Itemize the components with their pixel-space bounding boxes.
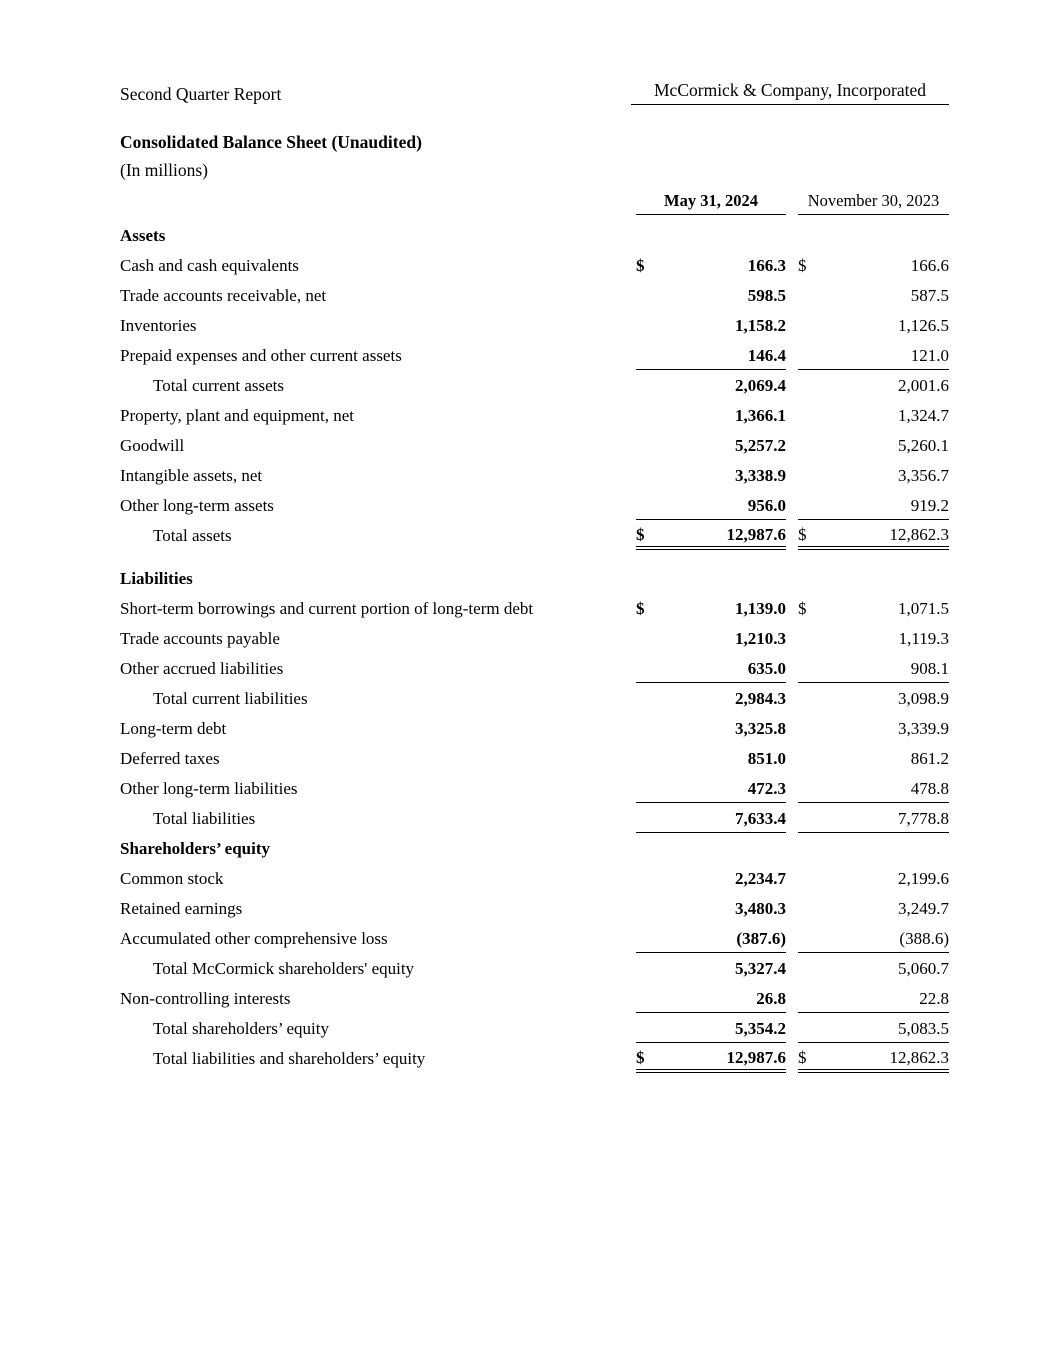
row-label: Accumulated other comprehensive loss (120, 929, 388, 948)
table-row (120, 400, 949, 430)
value-cell (798, 803, 949, 833)
row-value: 3,325.8 (735, 719, 786, 738)
column-gap (786, 563, 798, 593)
row-label: Inventories (120, 316, 197, 335)
table-row (120, 923, 949, 953)
row-value: 2,984.3 (735, 689, 786, 708)
row-label: Liabilities (120, 569, 193, 588)
row-value: 919.2 (910, 496, 949, 515)
dollar-sign: $ (798, 525, 807, 544)
row-value: 2,069.4 (735, 376, 786, 395)
value-cell (798, 340, 949, 370)
row-value: 3,338.9 (735, 466, 786, 485)
value-cell (798, 280, 949, 310)
row-label: Cash and cash equivalents (120, 256, 299, 275)
value-cell (636, 593, 786, 623)
row-value: 598.5 (747, 286, 786, 305)
table-row (120, 773, 949, 803)
column-gap (786, 983, 798, 1013)
value-cell (798, 683, 949, 713)
balance-sheet-page (120, 80, 949, 1073)
value-cell (636, 983, 786, 1013)
row-value: 472.3 (747, 779, 786, 798)
row-label: Other long-term liabilities (120, 779, 298, 798)
column-gap (786, 310, 798, 340)
column-gap (786, 923, 798, 953)
value-cell (798, 250, 949, 280)
row-value: 22.8 (919, 989, 949, 1008)
value-cell (798, 923, 949, 953)
table-row (120, 863, 949, 893)
row-value: 5,260.1 (898, 436, 949, 455)
report-title: Consolidated Balance Sheet (Unaudited) (120, 132, 422, 152)
value-cell (798, 520, 949, 550)
row-label: Deferred taxes (120, 749, 220, 768)
row-label: Property, plant and equipment, net (120, 406, 355, 425)
row-label: Total current assets (153, 376, 284, 395)
value-cell (798, 863, 949, 893)
dollar-sign: $ (636, 1048, 645, 1067)
table-row (120, 653, 949, 683)
value-cell (636, 923, 786, 953)
column-gap (786, 490, 798, 520)
row-value: 3,480.3 (735, 899, 786, 918)
column-gap (786, 773, 798, 803)
row-label: Common stock (120, 869, 224, 888)
column-header-spacer (120, 191, 636, 215)
row-value: (387.6) (736, 929, 786, 948)
row-value: 2,199.6 (898, 869, 949, 888)
row-value: 12,987.6 (726, 1048, 786, 1067)
row-label: Total shareholders’ equity (153, 1019, 329, 1038)
value-cell (636, 953, 786, 983)
header-left-text: Second Quarter Report (120, 84, 282, 104)
table-row (120, 1013, 949, 1043)
value-cell (636, 803, 786, 833)
table-row (120, 340, 949, 370)
value-cell (636, 893, 786, 923)
table-row (120, 490, 949, 520)
row-value: 5,257.2 (735, 436, 786, 455)
value-cell (636, 563, 786, 593)
column-gap (786, 893, 798, 923)
column-gap (786, 250, 798, 280)
value-cell (636, 490, 786, 520)
column-header-prior-period: November 30, 2023 (798, 191, 949, 215)
value-cell (798, 593, 949, 623)
row-label: Goodwill (120, 436, 185, 455)
row-value: 166.6 (910, 256, 949, 275)
value-cell (636, 1013, 786, 1043)
row-value: 478.8 (910, 779, 949, 798)
row-value: 3,339.9 (898, 719, 949, 738)
row-value: 5,327.4 (735, 959, 786, 978)
value-cell (636, 280, 786, 310)
table-row (120, 893, 949, 923)
row-value: (388.6) (899, 929, 949, 948)
table-row (120, 280, 949, 310)
column-gap (786, 743, 798, 773)
column-gap (786, 863, 798, 893)
value-cell (798, 370, 949, 400)
value-cell (798, 773, 949, 803)
table-row (120, 743, 949, 773)
value-cell (636, 863, 786, 893)
value-cell (798, 713, 949, 743)
column-gap (786, 1043, 798, 1073)
value-cell (798, 953, 949, 983)
value-cell (636, 310, 786, 340)
column-gap (786, 220, 798, 250)
row-value: 2,001.6 (898, 376, 949, 395)
row-value: 1,366.1 (735, 406, 786, 425)
table-row (120, 370, 949, 400)
column-header-current-period: May 31, 2024 (636, 191, 786, 215)
table-row (120, 310, 949, 340)
value-cell (636, 430, 786, 460)
row-label: Shareholders’ equity (120, 839, 271, 858)
table-row (120, 1043, 949, 1073)
section-header-row (120, 833, 949, 863)
row-label: Short-term borrowings and current portion of long-term debt (120, 599, 534, 618)
value-cell (636, 1043, 786, 1073)
value-cell (636, 683, 786, 713)
value-cell (798, 430, 949, 460)
row-value: 5,060.7 (898, 959, 949, 978)
column-gap (786, 430, 798, 460)
row-label: Total liabilities (153, 809, 256, 828)
row-value: 1,210.3 (735, 629, 786, 648)
row-label: Other accrued liabilities (120, 659, 284, 678)
row-label: Total assets (153, 526, 232, 545)
table-row (120, 593, 949, 623)
dollar-sign: $ (798, 256, 807, 275)
value-cell (636, 653, 786, 683)
row-label: Trade accounts receivable, net (120, 286, 327, 305)
section-header-row (120, 563, 949, 593)
table-row (120, 983, 949, 1013)
row-value: 12,987.6 (726, 525, 786, 544)
value-cell (636, 773, 786, 803)
value-cell (636, 340, 786, 370)
row-value: 1,071.5 (898, 599, 949, 618)
value-cell (798, 400, 949, 430)
value-cell (636, 520, 786, 550)
row-value: 1,119.3 (898, 629, 949, 648)
row-label: Non-controlling interests (120, 989, 291, 1008)
column-gap (786, 803, 798, 833)
value-cell (636, 833, 786, 863)
row-value: 121.0 (910, 346, 949, 365)
row-value: 26.8 (756, 989, 786, 1008)
value-cell (798, 310, 949, 340)
value-cell (798, 983, 949, 1013)
row-value: 3,249.7 (898, 899, 949, 918)
table-row (120, 460, 949, 490)
row-value: 861.2 (910, 749, 949, 768)
table-row (120, 250, 949, 280)
value-cell (798, 220, 949, 250)
row-value: 3,356.7 (898, 466, 949, 485)
dollar-sign: $ (798, 1048, 807, 1067)
value-cell (798, 563, 949, 593)
value-cell (636, 713, 786, 743)
dollar-sign: $ (798, 599, 807, 618)
column-headers (120, 191, 949, 215)
section-header-row (120, 220, 949, 250)
dollar-sign: $ (636, 525, 645, 544)
column-gap (786, 280, 798, 310)
row-value: 12,862.3 (889, 1048, 949, 1067)
dollar-sign: $ (636, 599, 645, 618)
row-label: Trade accounts payable (120, 629, 280, 648)
row-value: 7,778.8 (898, 809, 949, 828)
table-row (120, 683, 949, 713)
table-row (120, 623, 949, 653)
row-value: 5,083.5 (898, 1019, 949, 1038)
column-gap (786, 953, 798, 983)
dollar-sign: $ (636, 256, 645, 275)
row-value: 166.3 (747, 256, 786, 275)
column-gap (786, 593, 798, 623)
table-row (120, 953, 949, 983)
header-right-company-name: McCormick & Company, Incorporated (631, 80, 949, 105)
table-row (120, 803, 949, 833)
value-cell (636, 250, 786, 280)
row-value: 956.0 (747, 496, 786, 515)
column-gap (786, 400, 798, 430)
row-value: 146.4 (747, 346, 786, 365)
row-label: Retained earnings (120, 899, 243, 918)
column-gap (786, 191, 798, 215)
row-label: Other long-term assets (120, 496, 274, 515)
column-gap (786, 520, 798, 550)
page-header (120, 80, 949, 105)
balance-sheet-rows (120, 220, 949, 1073)
value-cell (798, 490, 949, 520)
row-label: Intangible assets, net (120, 466, 263, 485)
row-value: 7,633.4 (735, 809, 786, 828)
value-cell (636, 623, 786, 653)
row-value: 587.5 (910, 286, 949, 305)
row-value: 851.0 (747, 749, 786, 768)
row-label: Long-term debt (120, 719, 227, 738)
column-gap (786, 623, 798, 653)
table-row (120, 520, 949, 550)
row-value: 908.1 (910, 659, 949, 678)
column-gap (786, 370, 798, 400)
value-cell (798, 833, 949, 863)
value-cell (798, 893, 949, 923)
row-value: 5,354.2 (735, 1019, 786, 1038)
column-gap (786, 460, 798, 490)
row-value: 3,098.9 (898, 689, 949, 708)
value-cell (798, 1013, 949, 1043)
value-cell (636, 220, 786, 250)
value-cell (798, 743, 949, 773)
report-subtitle: (In millions) (120, 160, 208, 180)
row-label: Total McCormick shareholders' equity (153, 959, 415, 978)
row-label: Total liabilities and shareholders’ equity (153, 1049, 426, 1068)
row-value: 1,324.7 (898, 406, 949, 425)
value-cell (798, 460, 949, 490)
column-gap (786, 683, 798, 713)
value-cell (798, 623, 949, 653)
value-cell (636, 743, 786, 773)
column-gap (786, 653, 798, 683)
value-cell (636, 370, 786, 400)
value-cell (798, 653, 949, 683)
column-gap (786, 340, 798, 370)
row-label: Assets (120, 226, 166, 245)
row-label: Total current liabilities (153, 689, 308, 708)
column-gap (786, 833, 798, 863)
table-row (120, 430, 949, 460)
column-gap (786, 713, 798, 743)
row-value: 635.0 (747, 659, 786, 678)
row-label: Prepaid expenses and other current assets (120, 346, 402, 365)
row-value: 1,158.2 (735, 316, 786, 335)
table-row (120, 713, 949, 743)
row-value: 2,234.7 (735, 869, 786, 888)
column-gap (786, 1013, 798, 1043)
row-value: 1,126.5 (898, 316, 949, 335)
row-value: 12,862.3 (889, 525, 949, 544)
value-cell (636, 400, 786, 430)
value-cell (798, 1043, 949, 1073)
row-value: 1,139.0 (735, 599, 786, 618)
value-cell (636, 460, 786, 490)
